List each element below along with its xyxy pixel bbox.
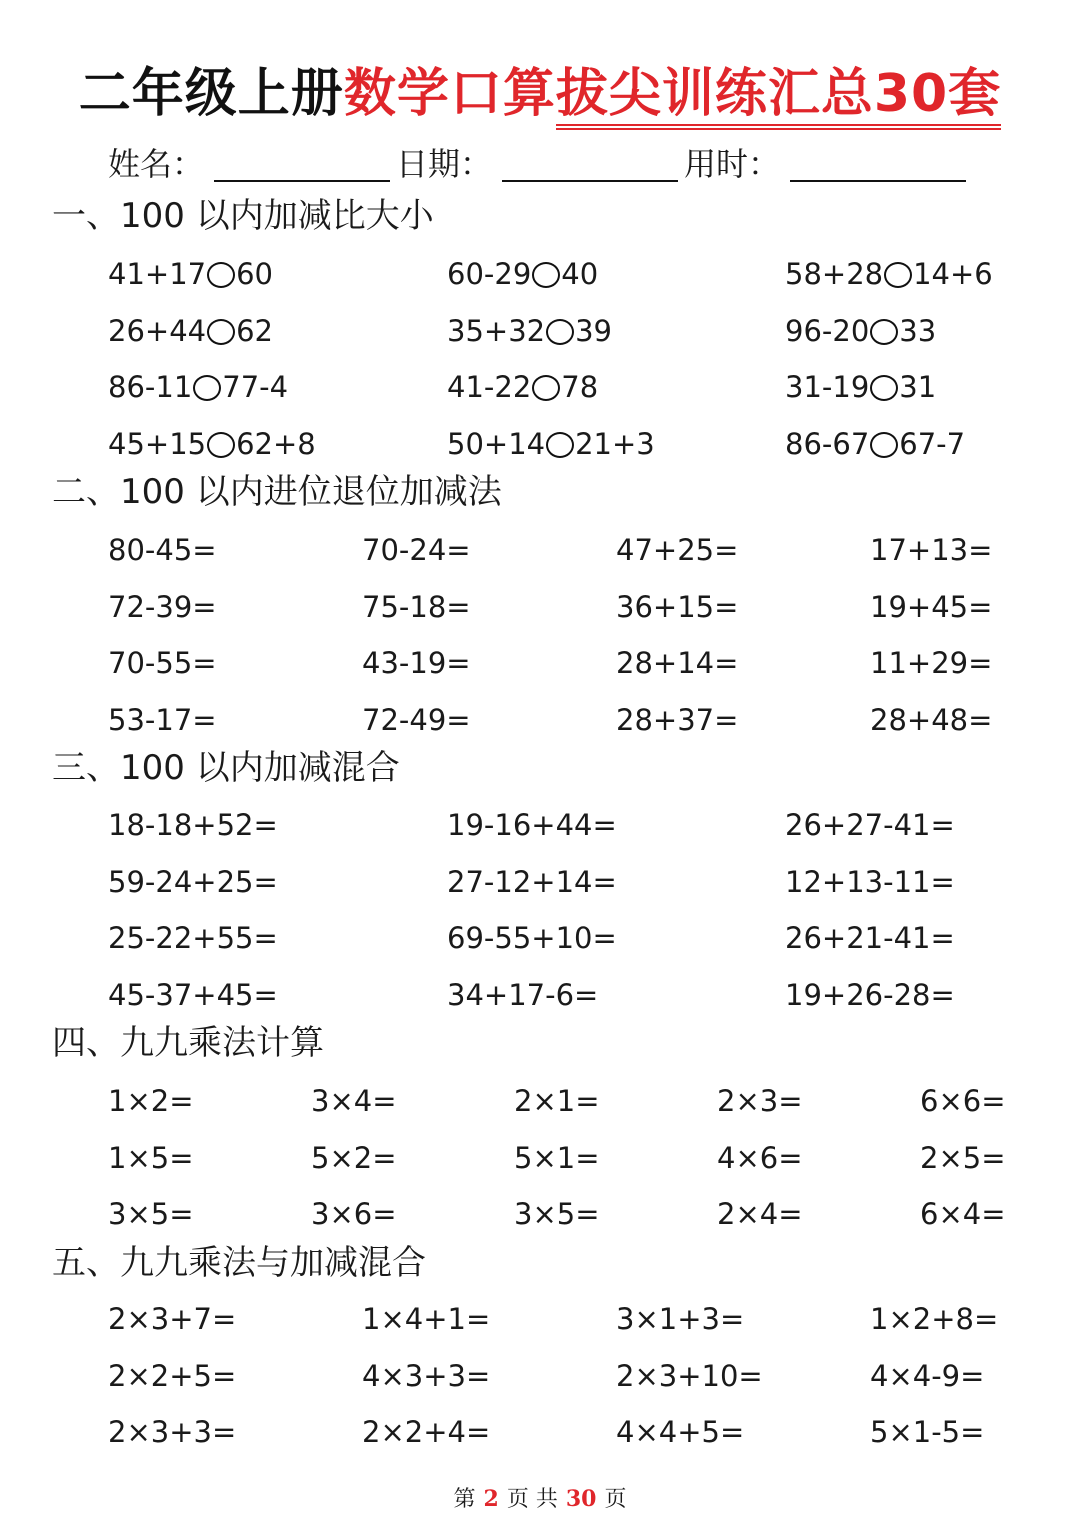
math-problem	[447, 367, 598, 407]
math-problem: 2×3+3=	[108, 1415, 237, 1449]
problem-row	[0, 254, 1080, 311]
compare-right: 60	[236, 257, 274, 291]
footer-prefix: 第	[453, 1487, 476, 1512]
compare-blank-circle[interactable]	[546, 319, 574, 345]
math-problem: 19-16+44=	[447, 808, 617, 842]
footer-suffix: 页	[604, 1487, 627, 1512]
math-problem: 59-24+25=	[108, 864, 278, 899]
math-problem	[785, 424, 965, 464]
title-series: 拔尖训练汇总30套	[556, 64, 1001, 130]
problem-row	[0, 1299, 1080, 1356]
math-problem: 4×4-9=	[870, 1358, 985, 1393]
problem-row	[0, 862, 1080, 919]
math-problem: 5×2=	[311, 1140, 397, 1175]
math-problem	[447, 254, 598, 294]
compare-right: 62	[236, 313, 274, 348]
problem-row	[0, 805, 1080, 862]
problem-row	[0, 311, 1080, 368]
math-problem: 19+26-28=	[785, 977, 955, 1012]
math-problem: 72-49=	[362, 702, 471, 737]
math-problem: 36+15=	[616, 589, 739, 624]
math-problem: 34+17-6=	[447, 977, 599, 1012]
compare-left: 58+28	[785, 257, 884, 291]
math-problem: 26+27-41=	[785, 808, 955, 842]
compare-left: 45+15	[108, 426, 207, 461]
title-subject: 数学口算	[343, 64, 556, 124]
compare-left: 50+14	[447, 426, 546, 461]
compare-left: 60-29	[447, 257, 532, 291]
compare-right: 67-7	[899, 426, 966, 461]
math-problem: 12+13-11=	[785, 864, 955, 899]
math-problem: 18-18+52=	[108, 808, 278, 842]
math-problem: 11+29=	[870, 646, 993, 680]
compare-blank-circle[interactable]	[207, 432, 235, 458]
math-problem: 6×6=	[920, 1084, 1006, 1118]
math-problem	[785, 254, 993, 294]
math-problem: 2×4=	[717, 1197, 803, 1231]
math-problem: 5×1-5=	[870, 1415, 985, 1449]
math-problem: 1×5=	[108, 1140, 194, 1175]
math-problem: 6×4=	[920, 1197, 1006, 1231]
footer-mid: 页 共	[506, 1487, 558, 1512]
math-problem	[108, 424, 316, 464]
math-problem: 28+14=	[616, 646, 739, 680]
math-problem: 1×4+1=	[362, 1302, 491, 1336]
compare-blank-circle[interactable]	[884, 262, 912, 288]
math-problem: 1×2=	[108, 1084, 194, 1118]
math-problem: 17+13=	[870, 533, 993, 567]
math-problem: 4×4+5=	[616, 1415, 745, 1449]
problem-row	[0, 587, 1080, 644]
math-problem: 72-39=	[108, 589, 217, 624]
compare-blank-circle[interactable]	[546, 432, 574, 458]
compare-blank-circle[interactable]	[207, 319, 235, 345]
section-4-title: 四、九九乘法计算	[52, 1023, 324, 1063]
problem-row	[0, 367, 1080, 424]
page-title	[0, 58, 1080, 130]
time-label: 用时：	[684, 145, 781, 183]
compare-left: 96-20	[785, 313, 870, 348]
date-blank[interactable]	[502, 144, 678, 182]
math-problem: 47+25=	[616, 533, 739, 567]
student-info-row	[108, 140, 972, 186]
math-problem: 3×1+3=	[616, 1302, 745, 1336]
compare-blank-circle[interactable]	[193, 375, 221, 401]
problem-row	[0, 918, 1080, 975]
math-problem: 53-17=	[108, 702, 217, 737]
page-footer	[0, 1484, 1080, 1515]
compare-left: 86-67	[785, 426, 870, 461]
math-problem: 2×3=	[717, 1084, 803, 1118]
compare-blank-circle[interactable]	[532, 375, 560, 401]
compare-right: 77-4	[222, 370, 289, 404]
math-problem: 28+37=	[616, 702, 739, 737]
math-problem: 3×6=	[311, 1197, 397, 1231]
math-problem: 2×5=	[920, 1140, 1006, 1175]
compare-right: 39	[575, 313, 613, 348]
compare-blank-circle[interactable]	[870, 432, 898, 458]
problem-row	[0, 1138, 1080, 1195]
compare-right: 40	[561, 257, 599, 291]
math-problem: 70-24=	[362, 533, 471, 567]
compare-blank-circle[interactable]	[532, 262, 560, 288]
math-problem: 28+48=	[870, 702, 993, 737]
math-problem: 45-37+45=	[108, 977, 278, 1012]
problem-row	[0, 1412, 1080, 1469]
compare-right: 33	[899, 313, 937, 348]
math-problem: 19+45=	[870, 589, 993, 624]
math-problem	[785, 311, 936, 351]
section-2-grid	[0, 530, 1080, 756]
math-problem: 26+21-41=	[785, 921, 955, 955]
compare-left: 31-19	[785, 370, 870, 404]
section-5-grid	[0, 1299, 1080, 1469]
section-1-title: 一、100 以内加减比大小	[52, 196, 434, 236]
compare-right: 62+8	[236, 426, 316, 461]
compare-right: 78	[561, 370, 599, 404]
math-problem: 70-55=	[108, 646, 217, 680]
compare-left: 41-22	[447, 370, 532, 404]
problem-row	[0, 1081, 1080, 1138]
math-problem: 3×5=	[108, 1197, 194, 1231]
section-3-grid	[0, 805, 1080, 1031]
compare-left: 26+44	[108, 313, 207, 348]
section-3-title: 三、100 以内加减混合	[52, 748, 400, 788]
section-5-title: 五、九九乘法与加减混合	[52, 1243, 426, 1283]
math-problem: 4×3+3=	[362, 1358, 491, 1393]
math-problem: 3×5=	[514, 1197, 600, 1231]
section-1-grid	[0, 254, 1080, 480]
compare-blank-circle[interactable]	[870, 375, 898, 401]
math-problem: 75-18=	[362, 589, 471, 624]
section-2-title: 二、100 以内进位退位加减法	[52, 472, 502, 512]
date-label: 日期：	[396, 145, 493, 183]
problem-row	[0, 1356, 1080, 1413]
math-problem	[785, 367, 936, 407]
math-problem: 2×2+5=	[108, 1358, 237, 1393]
compare-right: 31	[899, 370, 937, 404]
compare-blank-circle[interactable]	[207, 262, 235, 288]
footer-total-pages: 30	[565, 1486, 597, 1512]
name-label: 姓名：	[108, 145, 205, 183]
title-grade: 二年级上册	[78, 64, 344, 124]
problem-row	[0, 530, 1080, 587]
compare-right: 14+6	[913, 257, 993, 291]
compare-left: 41+17	[108, 257, 207, 291]
math-problem	[447, 311, 612, 351]
math-problem: 2×3+7=	[108, 1302, 237, 1336]
math-problem: 5×1=	[514, 1140, 600, 1175]
footer-page-number: 2	[483, 1486, 499, 1512]
math-problem: 69-55+10=	[447, 921, 617, 955]
time-blank[interactable]	[790, 144, 966, 182]
compare-left: 35+32	[447, 313, 546, 348]
math-problem	[447, 424, 655, 464]
math-problem	[108, 254, 273, 294]
math-problem: 25-22+55=	[108, 921, 278, 955]
math-problem: 2×1=	[514, 1084, 600, 1118]
math-problem: 2×3+10=	[616, 1358, 763, 1393]
math-problem: 43-19=	[362, 646, 471, 680]
math-problem: 2×2+4=	[362, 1415, 491, 1449]
math-problem: 27-12+14=	[447, 864, 617, 899]
section-4-grid	[0, 1081, 1080, 1251]
math-problem: 4×6=	[717, 1140, 803, 1175]
name-blank[interactable]	[214, 144, 390, 182]
math-problem	[108, 311, 273, 351]
problem-row	[0, 643, 1080, 700]
compare-right: 21+3	[575, 426, 655, 461]
math-problem: 1×2+8=	[870, 1302, 999, 1336]
math-problem: 3×4=	[311, 1084, 397, 1118]
compare-left: 86-11	[108, 370, 193, 404]
math-problem: 80-45=	[108, 533, 217, 567]
math-problem	[108, 367, 288, 407]
compare-blank-circle[interactable]	[870, 319, 898, 345]
